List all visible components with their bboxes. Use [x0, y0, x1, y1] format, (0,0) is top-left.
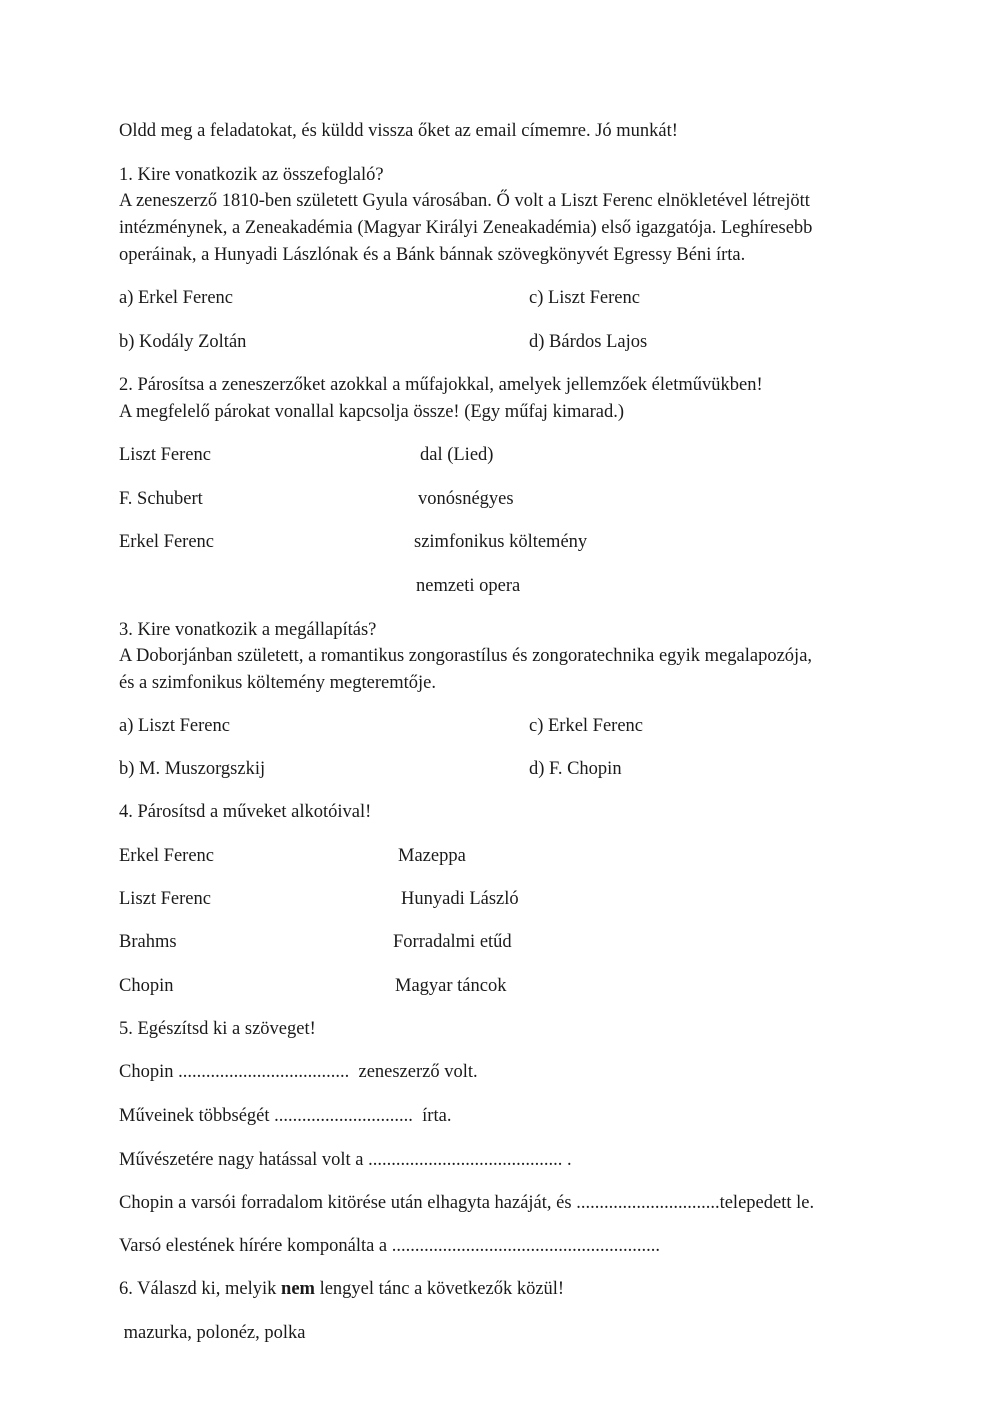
q4-composer: Chopin	[119, 976, 174, 996]
q5-fill-line: Chopin ..................................... zeneszerző volt.	[119, 1062, 478, 1082]
q1-option-a: a) Erkel Ferenc	[119, 288, 234, 308]
q5-fill-line: Művészetére nagy hatással volt a .......................................... .	[119, 1150, 572, 1170]
q4-work: Magyar táncok	[395, 976, 507, 996]
q4-work: Hunyadi László	[401, 889, 519, 909]
q4-work: Forradalmi etűd	[393, 932, 512, 952]
q4-question: 4. Párosítsd a műveket alkotóival!	[119, 802, 372, 822]
q5-fill-line: Varsó elestének hírére komponálta a ..........................................................	[119, 1236, 661, 1256]
q6-question	[119, 1280, 564, 1299]
q3-option-b: b) M. Muszorgszkij	[119, 759, 266, 779]
q6-question-bold: nem	[281, 1279, 315, 1299]
q3-question: 3. Kire vonatkozik a megállapítás?	[119, 620, 377, 640]
q3-text-line: A Doborjánban született, a romantikus zongorastílus és zongoratechnika egyik megalapozója,	[119, 646, 813, 666]
q1-option-b: b) Kodály Zoltán	[119, 332, 247, 352]
q4-work: Mazeppa	[398, 846, 466, 866]
q4-composer: Liszt Ferenc	[119, 889, 211, 909]
q2-genre: szimfonikus költemény	[414, 532, 588, 552]
q5-question: 5. Egészítsd ki a szöveget!	[119, 1019, 316, 1039]
q3-text-line: és a szimfonikus költemény megteremtője.	[119, 673, 436, 693]
q1-option-d: d) Bárdos Lajos	[529, 332, 648, 352]
q2-genre: nemzeti opera	[416, 576, 521, 596]
q3-option-a: a) Liszt Ferenc	[119, 716, 230, 736]
q3-option-d: d) F. Chopin	[529, 759, 622, 779]
q2-question-line: A megfelelő párokat vonallal kapcsolja össze! (Egy műfaj kimarad.)	[119, 402, 624, 422]
q2-genre: dal (Lied)	[420, 445, 494, 465]
q1-text-line: operáinak, a Hunyadi Lászlónak és a Bánk bánnak szövegkönyvét Egressy Béni írta.	[119, 245, 746, 265]
q2-genre: vonósnégyes	[418, 489, 514, 509]
q1-text-line: intézménynek, a Zeneakadémia (Magyar Királyi Zeneakadémia) első igazgatója. Leghíresebb	[119, 218, 813, 238]
q2-composer: F. Schubert	[119, 489, 203, 509]
q6-answer-options: mazurka, polonéz, polka	[119, 1323, 306, 1343]
q2-composer: Erkel Ferenc	[119, 532, 215, 552]
q4-composer: Brahms	[119, 932, 177, 952]
q4-composer: Erkel Ferenc	[119, 846, 215, 866]
q5-fill-line: Műveinek többségét .............................. írta.	[119, 1106, 452, 1126]
q1-question: 1. Kire vonatkozik az összefoglaló?	[119, 165, 384, 185]
q1-text-line: A zeneszerző 1810-ben született Gyula városában. Ő volt a Liszt Ferenc elnökletével létrejött	[119, 191, 810, 211]
q5-fill-line: Chopin a varsói forradalom kitörése után elhagyta hazáját, és ...............................telepedett le.	[119, 1193, 815, 1213]
q6-question-start: 6. Válaszd ki, melyik	[119, 1279, 282, 1299]
q2-composer: Liszt Ferenc	[119, 445, 211, 465]
intro-text: Oldd meg a feladatokat, és küldd vissza őket az email címemre. Jó munkát!	[119, 121, 678, 141]
q2-question-line: 2. Párosítsa a zeneszerzőket azokkal a műfajokkal, amelyek jellemzőek életművükben!	[119, 375, 763, 395]
q6-question-end: lengyel tánc a következők közül!	[314, 1279, 565, 1299]
q1-option-c: c) Liszt Ferenc	[529, 288, 640, 308]
q3-option-c: c) Erkel Ferenc	[529, 716, 644, 736]
